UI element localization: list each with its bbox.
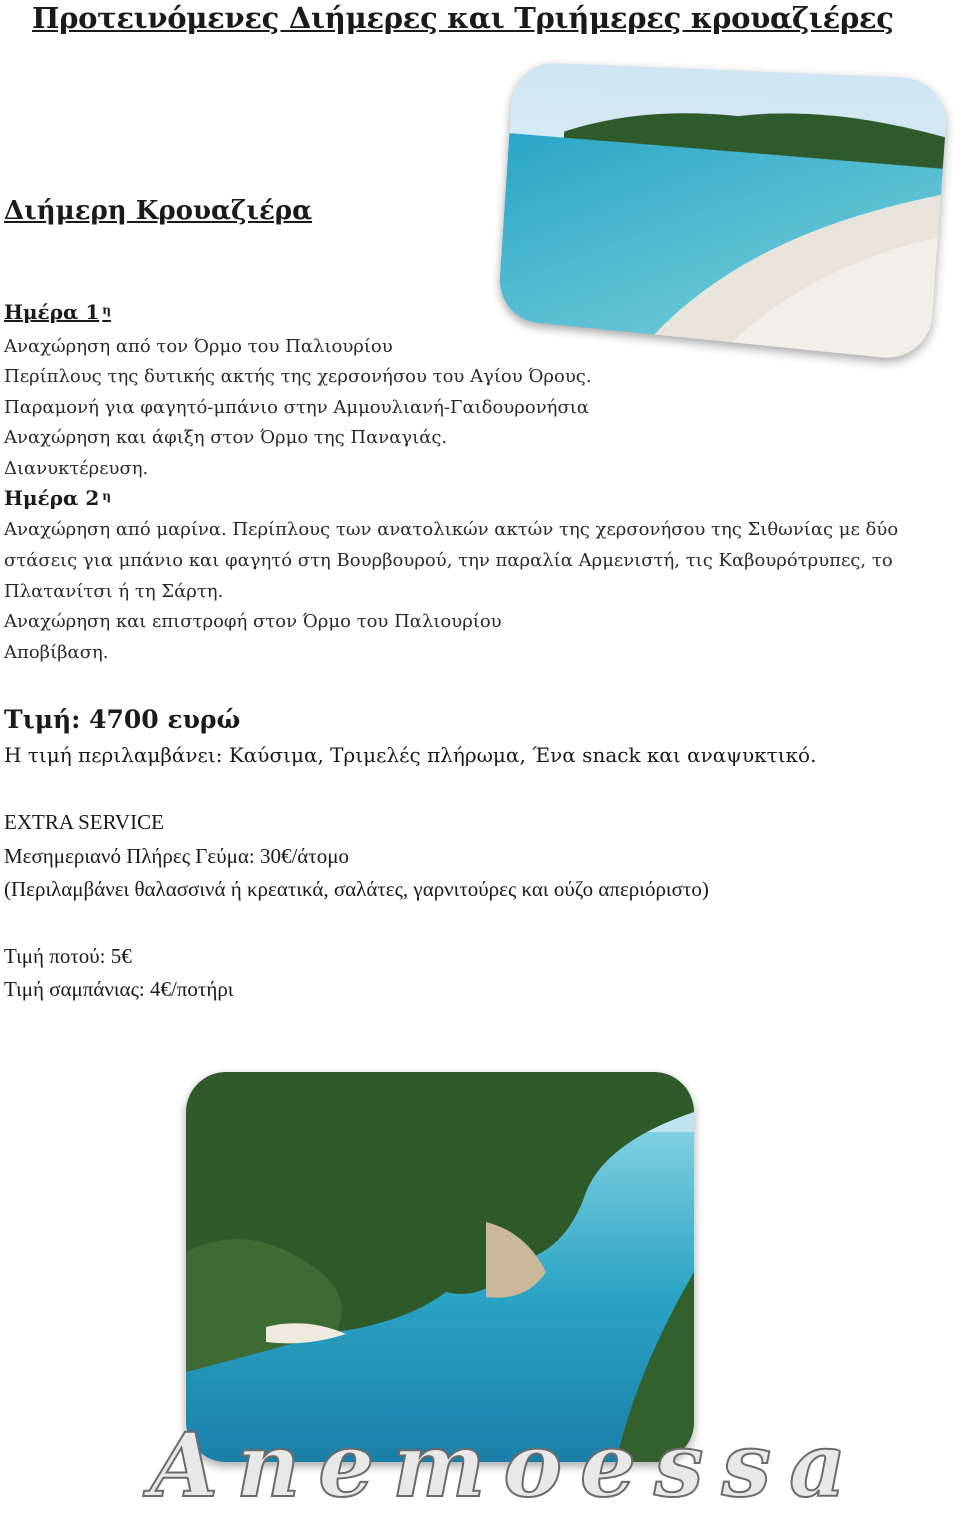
day1-line: Περίπλους της δυτικής ακτής της χερσονήσου του Αγίου Όρους. xyxy=(4,366,592,387)
day2-heading xyxy=(4,484,111,512)
day1-line: Παραμονή για φαγητό-μπάνιο στην Αμμουλιανή-Γαιδουρονήσια xyxy=(4,397,589,418)
extra-champagne: Τιμή σαμπάνιας: 4€/ποτήρι xyxy=(4,977,234,1001)
day1-line: Διανυκτέρευση. xyxy=(4,458,149,479)
extra-drink: Τιμή ποτού: 5€ xyxy=(4,944,132,968)
extra-meal: Μεσημεριανό Πλήρες Γεύμα: 30€/άτομο xyxy=(4,844,349,868)
coast-photo-graphic xyxy=(186,1072,694,1462)
day1-suffix: η xyxy=(102,303,111,317)
page-title: Προτεινόμενες Διήμερες και Τριήμερες κρουαζιέρες xyxy=(32,1,894,35)
price-includes: Η τιμή περιλαμβάνει: Καύσιμα, Τριμελές πλήρωμα, Ένα snack και αναψυκτικό. xyxy=(4,743,817,767)
beach-photo-graphic xyxy=(497,62,949,363)
extra-service-heading: EXTRA SERVICE xyxy=(4,810,164,834)
day2-line: Αποβίβαση. xyxy=(4,642,109,663)
day2-suffix: η xyxy=(102,489,111,503)
day2-paragraph: Αναχώρηση από μαρίνα. Περίπλους των ανατολικών ακτών της χερσονήσου της Σιθωνίας με δύο στάσεις για μπάνιο και φαγητό στη Βουρβουρού, την παραλία Αρμενιστή, τις Καβουρότρυπες, το Πλατανίτσι ή τη Σάρτη. xyxy=(4,519,899,602)
extra-meal-note: (Περιλαμβάνει θαλασσινά ή κρεατικά, σαλάτες, γαρνιτούρες και ούζο απεριόριστο) xyxy=(4,877,709,901)
day2-label: Ημέρα 2 xyxy=(4,486,100,510)
day2-line: Αναχώρηση και επιστροφή στον Όρμο του Παλιουρίου xyxy=(4,611,502,632)
day1-line: Αναχώρηση και άφιξη στον Όρμο της Παναγιάς. xyxy=(4,427,448,448)
coast-photo xyxy=(186,1072,694,1462)
day1-line: Αναχώρηση από τον Όρμο του Παλιουρίου xyxy=(4,336,393,357)
brand-logo: Anemoessa xyxy=(150,1413,865,1517)
day1-label: Ημέρα 1 xyxy=(4,300,100,324)
section-heading: Διήμερη Κρουαζιέρα xyxy=(4,196,313,226)
price: Τιμή: 4700 ευρώ xyxy=(4,705,241,734)
day1-heading xyxy=(4,298,111,326)
beach-photo xyxy=(497,62,949,363)
